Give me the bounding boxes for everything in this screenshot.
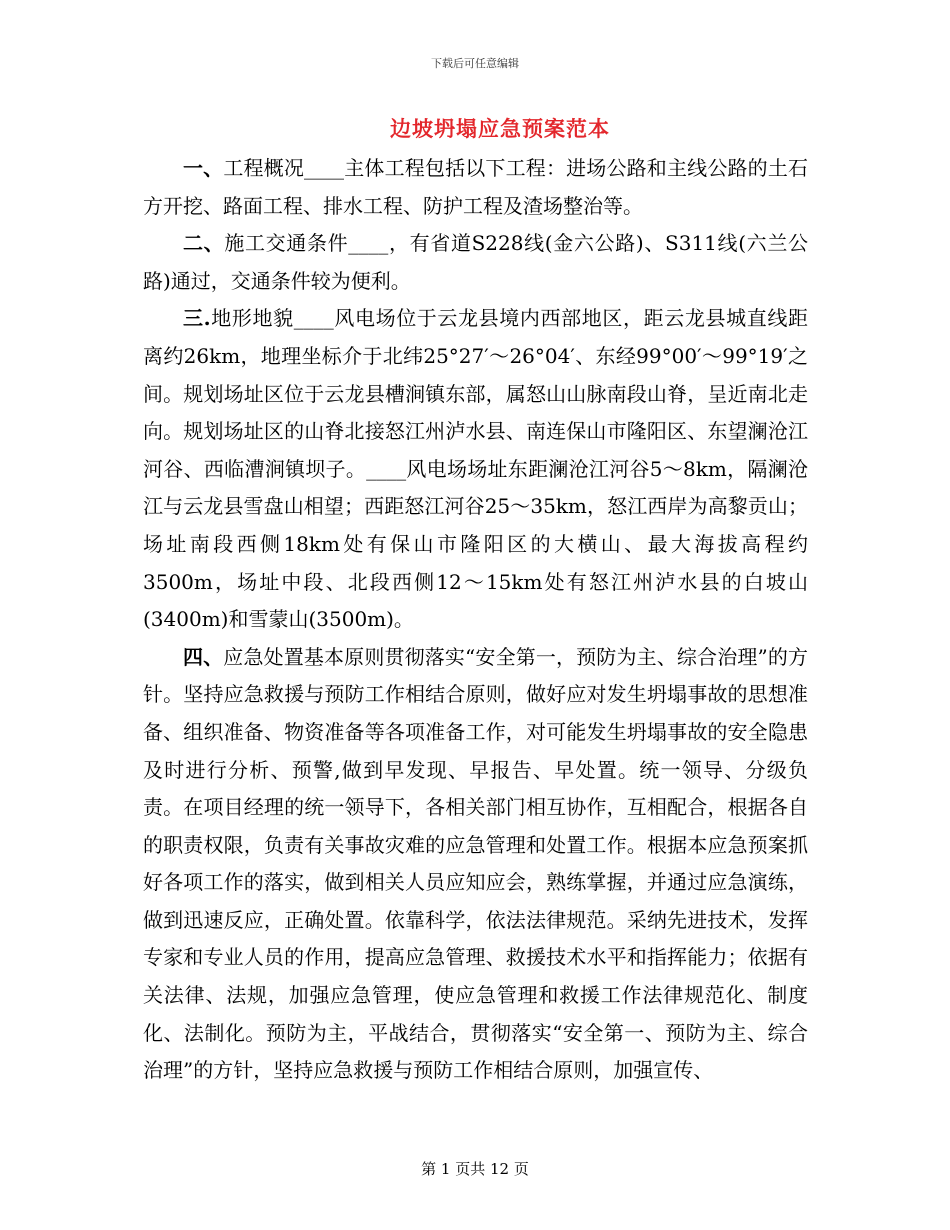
paragraph-text: 应急处置基本原则贯彻落实“安全第一，预防为主、综合治理”的方针。坚持应急救援与预防工作相结合原则，做好应对发生坍塌事故的思想准备、组织准备、物资准备等各项准备工作，对可能发生坍塌事故的安全隐患及时进行分析、预警,做到早发现、早报告、早处置。统一领导、分级负责。在项目经理的统一领导下，各相关部门相互协作，互相配合，根据各自的职责权限，负责有关事故灾难的应急管理和处置工作。根据本应急预案抓好各项工作的落实，做到相关人员应知应会，熟练掌握，并通过应急演练，做到迅速反应，正确处置。依靠科学，依法法律规范。采纳先进技术，发挥专家和专业人员的作用，提高应急管理、救援技术水平和指挥能力；依据有关法律、法规，加强应急管理，使应急管理和救援工作法律规范化、制度化、法制化。预防为主，平战结合，贯彻落实“安全第一、预防为主、综合治理”的方针，坚持应急救援与预防工作相结合原则，加强宣传、 <box>143 644 808 1083</box>
paragraph-heading: 二、 <box>183 231 225 256</box>
paragraph-heading: 一、 <box>183 156 224 180</box>
paragraph-heading: 四、 <box>183 644 224 669</box>
paragraph-principles <box>143 639 808 1090</box>
paragraph-overview <box>143 150 808 225</box>
paragraph-text: 工程概况____主体工程包括以下工程：进场公路和主线公路的土石方开挖、路面工程、排水工程、防护工程及渣场整治等。 <box>143 156 809 218</box>
paragraph-terrain <box>143 300 808 638</box>
page-number: 第 1 页共 12 页 <box>421 1160 529 1178</box>
document-title: 边坡坍塌应急预案范本 <box>390 116 610 141</box>
paragraph-text: 施工交通条件____，有省道S228线(金六公路)、S311线(六兰公路)通过，交通条件较为便利。 <box>143 231 808 293</box>
document-body <box>143 150 808 1090</box>
header-note: 下载后可任意编辑 <box>431 57 519 70</box>
paragraph-text: 地形地貌____风电场位于云龙县境内西部地区，距云龙县城直线距离约26km，地理坐标介于北纬25°27′～26°04′、东经99°00′～99°19′之间。规划场址区位于云龙县槽涧镇东部，属怒山山脉南段山脊，呈近南北走向。规划场址区的山脊北接怒江州泸水县、南连保山市隆阳区、东望澜沧江河谷、西临漕涧镇坝子。____风电场场址东距澜沧江河谷5～8km，隔澜沧江与云龙县雪盘山相望；西距怒江河谷25～35km，怒江西岸为高黎贡山；场址南段西侧18km处有保山市隆阳区的大横山、最大海拔高程约3500m，场址中段、北段西侧12～15km处有怒江州泸水县的白坡山(3400m)和雪蒙山(3500m)。 <box>143 306 809 632</box>
paragraph-traffic <box>143 225 808 300</box>
paragraph-heading: 三. <box>183 306 211 331</box>
